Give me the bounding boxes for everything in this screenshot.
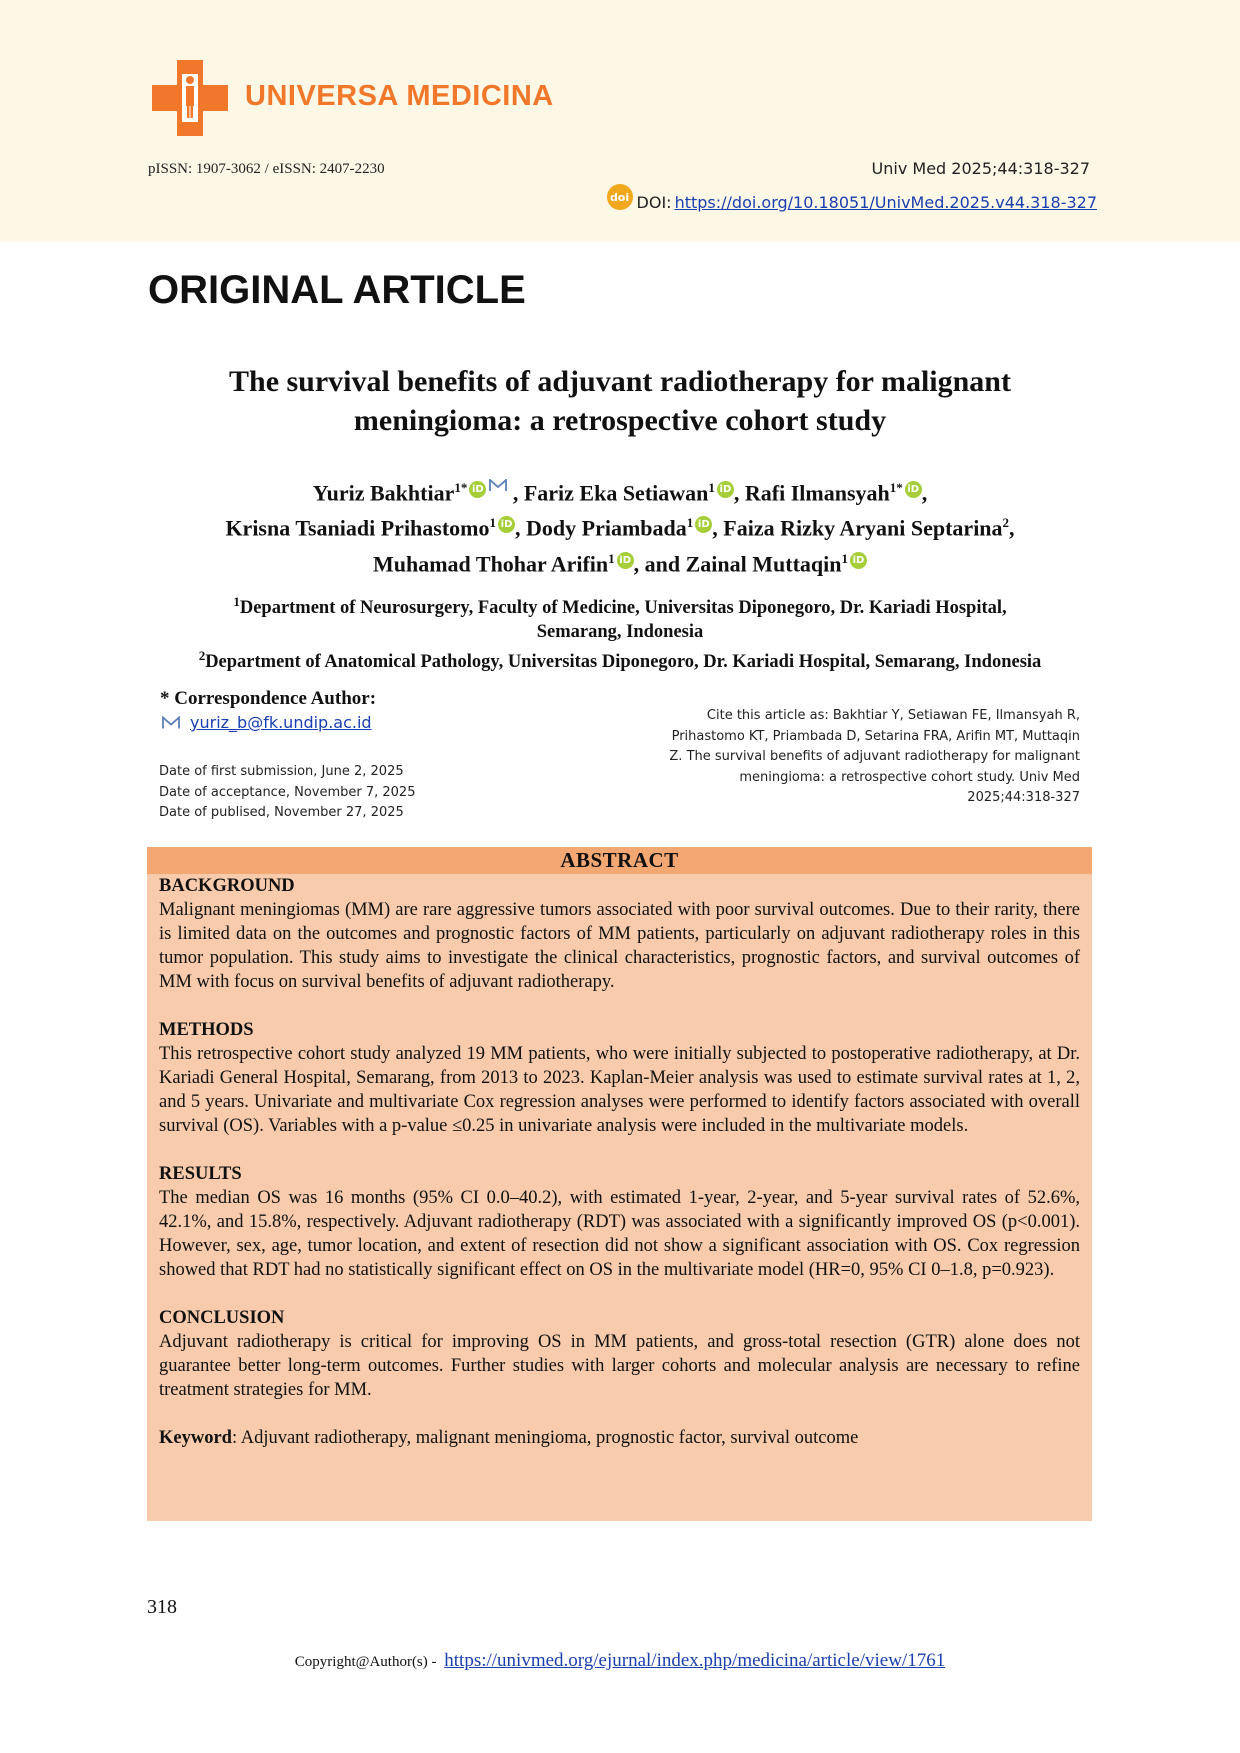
- article-title: [150, 362, 1090, 440]
- article-url-link[interactable]: https://univmed.org/ejurnal/index.php/medicina/article/view/1761: [444, 1650, 946, 1671]
- author-name: Faiza Rizky Aryani Septarina: [723, 515, 1003, 541]
- author-name: Muhamad Thohar Arifin: [373, 550, 609, 576]
- affiliation-text: Department of Neurosurgery, Faculty of Medicine, Universitas Diponegoro, Dr. Kariadi Hospital,: [239, 598, 1007, 619]
- author-name: Dody Priambada: [526, 515, 687, 541]
- keyword-label: Keyword: [159, 1428, 232, 1448]
- orcid-icon[interactable]: iD: [617, 552, 634, 569]
- author-sup: 1: [708, 480, 715, 495]
- orcid-icon[interactable]: iD: [850, 552, 867, 569]
- author-line-3: Muhamad Thohar Arifin$^1$ iD , and Zainal Muttaqin$^1$ iD: [130, 544, 1110, 579]
- orcid-icon[interactable]: iD: [498, 516, 515, 533]
- section-text: Malignant meningiomas (MM) are rare aggressive tumors associated with poor survival outcomes. Due to their rarity, there is limited data on the outcomes and prognostic factors of MM patients, particularly on adjuvant radiotherapy roles in this tumor population. This study aims to investigate the clinical characteristics, prognostic factors, and survival outcomes of MM with focus on survival benefits of adjuvant radiotherapy.: [159, 900, 1080, 992]
- correspondence-email-link[interactable]: yuriz_b@fk.undip.ac.id: [190, 713, 372, 732]
- cite-line: meningioma: a retrospective cohort study. Univ Med: [739, 769, 1080, 785]
- section-text: Adjuvant radiotherapy is critical for improving OS in MM patients, and gross-total resection (GTR) alone does not guarantee better long-term outcomes. Further studies with larger cohorts and molecular analysis are necessary to refine treatment strategies for MM.: [159, 1332, 1080, 1400]
- orcid-icon[interactable]: iD: [717, 481, 734, 498]
- doi-icon: doi: [607, 184, 633, 210]
- author-name: and Zainal Muttaqin: [644, 550, 842, 576]
- affiliation-2: [120, 644, 1120, 674]
- author-name: Yuriz Bakhtiar: [312, 480, 455, 506]
- cite-line: Z. The survival benefits of adjuvant radiotherapy for malignant: [669, 749, 1080, 764]
- author-name: Krisna Tsaniadi Prihastomo: [225, 515, 490, 541]
- email-icon: [162, 716, 180, 730]
- cite-line: Cite this article as: Bakhtiar Y, Setiawan FE, Ilmansyah R,: [706, 708, 1080, 723]
- orcid-icon[interactable]: iD: [695, 516, 712, 533]
- author-sup: 1*: [454, 480, 468, 495]
- author-sup: 1: [608, 550, 615, 566]
- date-submission: Date of first submission, June 2, 2025: [159, 764, 404, 779]
- abstract-keywords: [159, 1426, 1080, 1450]
- author-list: [130, 473, 1110, 579]
- issn: pISSN: 1907-3062 / eISSN: 2407-2230: [148, 161, 385, 177]
- cite-line: 2025;44:318-327: [967, 790, 1080, 805]
- abstract-results: [159, 1162, 1080, 1282]
- journal-citation-ref: Univ Med 2025;44:318-327: [871, 159, 1090, 178]
- affiliations: [120, 590, 1120, 674]
- title-line-2: meningioma: a retrospective cohort study: [353, 404, 887, 437]
- abstract-background: [159, 874, 1080, 994]
- title-line-1: The survival benefits of adjuvant radiotherapy for malignant: [229, 365, 1011, 398]
- date-acceptance: Date of acceptance, November 7, 2025: [159, 784, 416, 800]
- orcid-icon[interactable]: iD: [469, 481, 486, 498]
- doi-row: [607, 189, 1097, 215]
- affiliation-sup: 2: [198, 648, 206, 664]
- affiliation-text: Department of Anatomical Pathology, Universitas Diponegoro, Dr. Kariadi Hospital, Semarang, Indonesia: [205, 652, 1042, 673]
- author-sup: 2: [1002, 515, 1010, 531]
- doi-link[interactable]: https://doi.org/10.18051/UnivMed.2025.v44.318-327: [674, 192, 1097, 212]
- abstract-conclusion: [159, 1306, 1080, 1402]
- section-text: This retrospective cohort study analyzed 19 MM patients, who were initially subjected to postoperative radiotherapy, at Dr. Kariadi General Hospital, Semarang, from 2013 to 2023. Kaplan-Meier analysis was used to estimate survival rates at 1, 2, and 5 years. Univariate and multivariate Cox regression analyses were performed to identify factors associated with overall survival (OS). Variables with a p-value ≤0.25 in univariate analysis were included in the multivariate models.: [159, 1044, 1080, 1136]
- affiliation-1: [120, 590, 1120, 620]
- abstract-box: [147, 847, 1092, 1521]
- author-name: Rafi Ilmansyah: [744, 480, 890, 506]
- journal-name: UNIVERSA MEDICINA: [245, 80, 554, 112]
- section-label: METHODS: [159, 1020, 254, 1040]
- section-label: BACKGROUND: [159, 876, 295, 896]
- section-label: RESULTS: [159, 1164, 242, 1184]
- correspondence-email-row: [162, 713, 372, 732]
- abstract-body: [147, 874, 1092, 1450]
- author-sup: 1*: [889, 480, 903, 495]
- cite-this-article: [645, 706, 1080, 809]
- page-number: 318: [147, 1596, 177, 1618]
- abstract-methods: [159, 1018, 1080, 1138]
- section-text: The median OS was 16 months (95% CI 0.0–40.2), with estimated 1-year, 2-year, and 5-year survival rates of 52.6%, 42.1%, and 15.8%, respectively. Adjuvant radiotherapy (RDT) was associated with a significantly improved OS (p<0.001). However, sex, age, tumor location, and extent of resection did not show a significant association with OS. Cox regression showed that RDT had no statistically significant effect on OS in the multivariate model (HR=0, 95% CI 0–1.8, p=0.923).: [159, 1188, 1080, 1280]
- author-line-2: Krisna Tsaniadi Prihastomo$^1$ iD , Dody Priambada$^1$ iD , Faiza Rizky Aryani Septarina$^2$,: [225, 515, 1015, 541]
- correspondence-title: * Correspondence Author:: [160, 688, 377, 709]
- journal-logo: [152, 60, 228, 136]
- section-label: CONCLUSION: [159, 1308, 285, 1328]
- copyright-line: [0, 1650, 1240, 1672]
- author-sup: 1: [841, 550, 848, 566]
- author-sup: 1: [489, 515, 497, 531]
- doi-label: DOI:: [636, 192, 672, 212]
- author-name: Fariz Eka Setiawan: [523, 480, 709, 506]
- affiliation-1-cont: Semarang, Indonesia: [536, 622, 704, 643]
- abstract-heading: ABSTRACT: [147, 847, 1092, 874]
- date-published: Date of publised, November 27, 2025: [159, 805, 404, 820]
- author-sup: 1: [686, 515, 694, 531]
- cite-line: Prihastomo KT, Priambada D, Setarina FRA, Arifin MT, Muttaqin: [671, 728, 1080, 744]
- publication-dates: [159, 762, 415, 824]
- author-line-1: Yuriz Bakhtiar$^{1*}$ iD , Fariz Eka Setiawan$^1$ iD , Rafi Ilmansyah$^{1*}$ iD ,: [312, 480, 928, 506]
- orcid-icon[interactable]: iD: [905, 481, 922, 498]
- article-type: ORIGINAL ARTICLE: [148, 268, 526, 312]
- email-icon[interactable]: [489, 479, 507, 492]
- keyword-list: : Adjuvant radiotherapy, malignant meningioma, prognostic factor, survival outcome: [231, 1428, 859, 1448]
- copyright-text: Copyright@Author(s) -: [294, 1654, 441, 1670]
- affiliation-sup: 1: [233, 594, 240, 609]
